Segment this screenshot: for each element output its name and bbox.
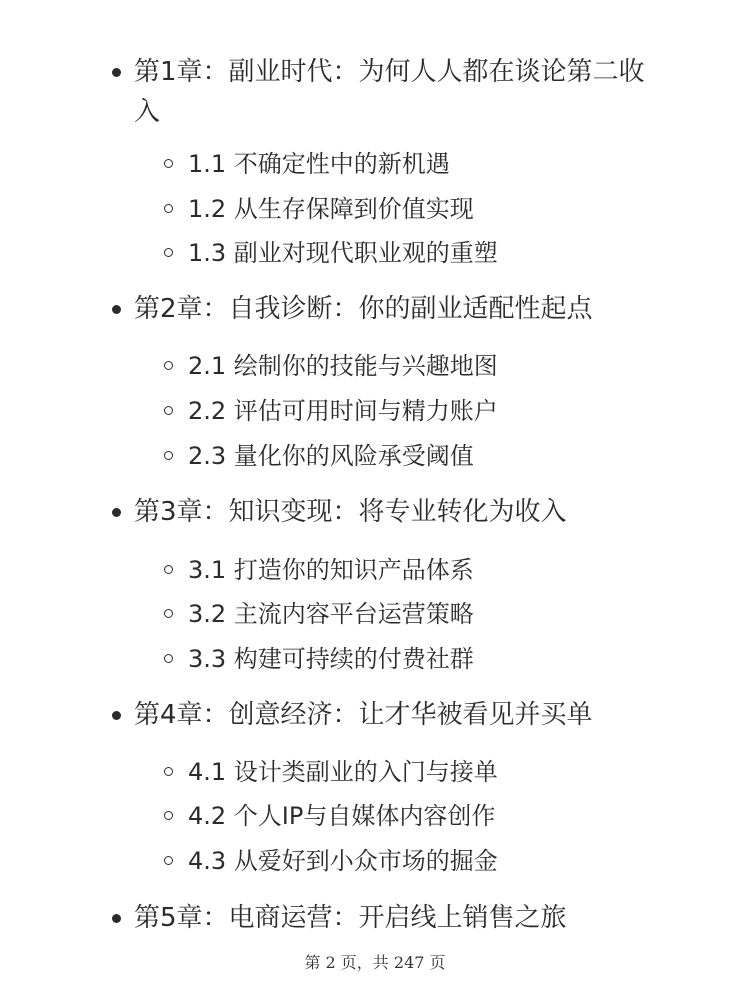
section-2-2 xyxy=(164,395,704,427)
section-title: 2.3 量化你的风险承受阈值 xyxy=(188,442,474,470)
chapter-title: 第4章：创意经济：让才华被看见并买单 xyxy=(134,700,593,730)
circle-bullet-icon xyxy=(164,406,173,415)
circle-bullet-icon xyxy=(164,248,173,257)
section-title: 4.2 个人IP与自媒体内容创作 xyxy=(188,802,496,830)
circle-bullet-icon xyxy=(164,811,173,820)
bullet-icon xyxy=(112,711,121,720)
section-1-3 xyxy=(164,237,704,269)
section-1-1 xyxy=(164,148,704,180)
circle-bullet-icon xyxy=(164,654,173,663)
bullet-icon xyxy=(112,914,121,923)
chapter-2 xyxy=(112,289,672,329)
page-number: 第 2 页，共 247 页 xyxy=(304,953,446,972)
bullet-icon xyxy=(112,508,121,517)
circle-bullet-icon xyxy=(164,856,173,865)
circle-bullet-icon xyxy=(164,159,173,168)
circle-bullet-icon xyxy=(164,609,173,618)
section-title: 2.2 评估可用时间与精力账户 xyxy=(188,397,498,425)
circle-bullet-icon xyxy=(164,565,173,574)
section-3-2 xyxy=(164,598,704,630)
bullet-icon xyxy=(112,68,121,77)
chapter-3 xyxy=(112,492,672,532)
section-title: 1.3 副业对现代职业观的重塑 xyxy=(188,239,498,267)
chapter-title: 第2章：自我诊断：你的副业适配性起点 xyxy=(134,294,593,324)
section-title: 1.1 不确定性中的新机遇 xyxy=(188,150,450,178)
section-4-2 xyxy=(164,800,704,832)
bullet-icon xyxy=(112,305,121,314)
chapter-4 xyxy=(112,695,672,735)
chapter-title: 第1章：副业时代：为何人人都在谈论第二收入 xyxy=(134,57,645,127)
chapter-title: 第3章：知识变现：将专业转化为收入 xyxy=(134,497,567,527)
section-2-1 xyxy=(164,350,704,382)
section-2-3 xyxy=(164,440,704,472)
section-title: 3.2 主流内容平台运营策略 xyxy=(188,600,474,628)
chapter-5 xyxy=(112,898,672,938)
circle-bullet-icon xyxy=(164,204,173,213)
circle-bullet-icon xyxy=(164,767,173,776)
section-4-1 xyxy=(164,756,704,788)
chapter-title: 第5章：电商运营：开启线上销售之旅 xyxy=(134,903,567,933)
section-title: 2.1 绘制你的技能与兴趣地图 xyxy=(188,352,498,380)
section-1-2 xyxy=(164,193,704,225)
circle-bullet-icon xyxy=(164,451,173,460)
section-3-3 xyxy=(164,643,704,675)
section-title: 4.3 从爱好到小众市场的掘金 xyxy=(188,847,498,875)
section-title: 3.3 构建可持续的付费社群 xyxy=(188,645,474,673)
section-3-1 xyxy=(164,554,704,586)
section-4-3 xyxy=(164,845,704,877)
section-title: 4.1 设计类副业的入门与接单 xyxy=(188,758,498,786)
chapter-1 xyxy=(112,52,672,132)
circle-bullet-icon xyxy=(164,361,173,370)
section-title: 1.2 从生存保障到价值实现 xyxy=(188,195,474,223)
section-title: 3.1 打造你的知识产品体系 xyxy=(188,556,474,584)
